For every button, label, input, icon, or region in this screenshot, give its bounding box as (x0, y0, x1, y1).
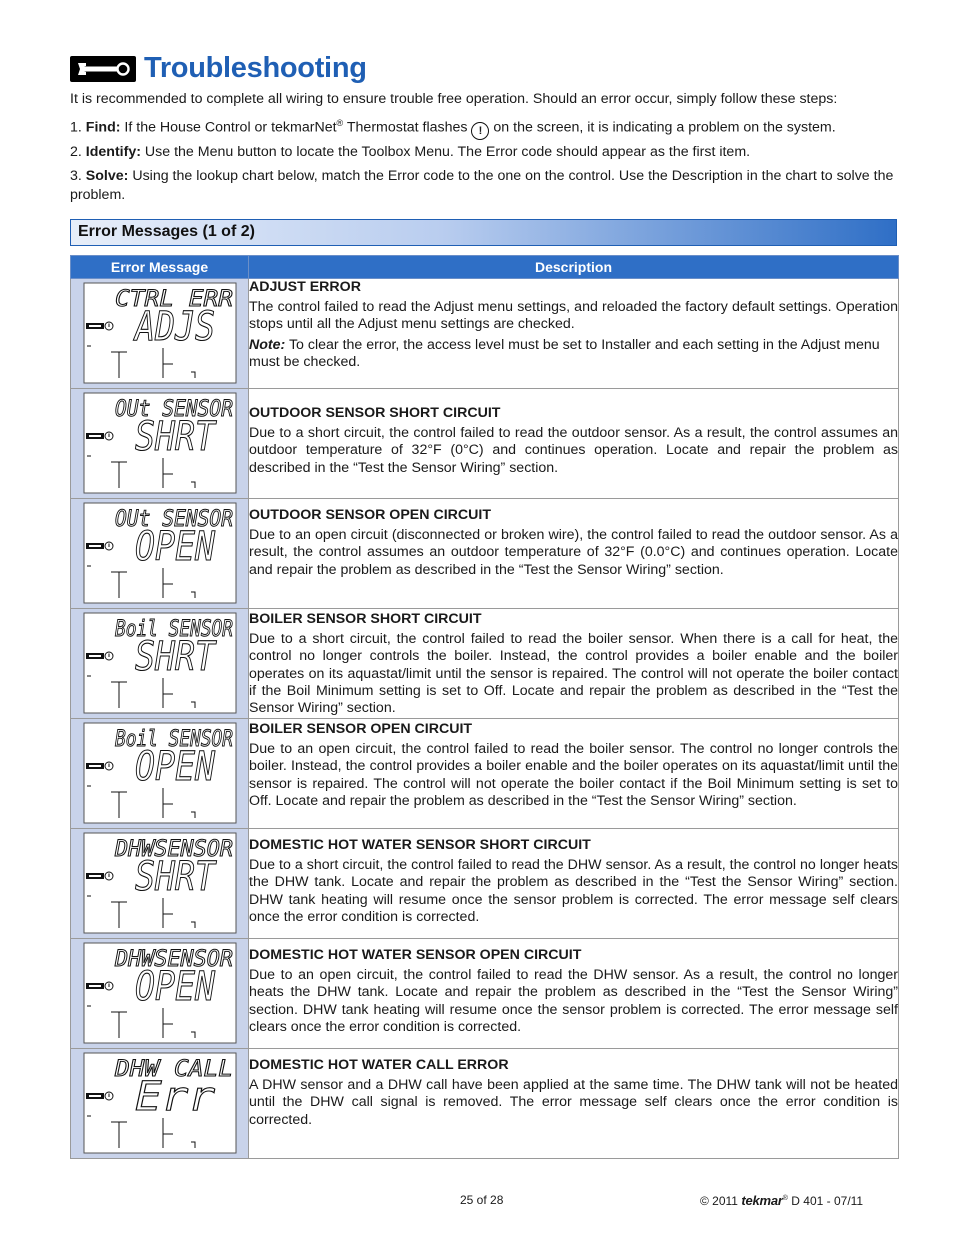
lcd-bottom-text: ADJS (132, 304, 215, 350)
lcd-bottom-text: OPEN (135, 744, 216, 790)
table-row (71, 389, 899, 499)
table-row (71, 499, 899, 609)
error-description: The control failed to read the Adjust menu settings, and reloaded the factory default settings. Operation stops until all the Adjust menu settings are checked. (249, 299, 898, 333)
lcd-bottom-text: SHRT (135, 854, 218, 900)
lcd-top-text: DHWSENSOR (114, 837, 233, 862)
description-cell (249, 829, 899, 939)
error-heading: DOMESTIC HOT WATER CALL ERROR (249, 1057, 509, 1073)
error-message-cell (71, 1049, 249, 1159)
error-heading: DOMESTIC HOT WATER SENSOR OPEN CIRCUIT (249, 947, 582, 963)
lcd-display (83, 722, 237, 824)
lcd-display (83, 502, 237, 604)
description-cell (249, 1049, 899, 1159)
error-description: Due to a short circuit, the control failed to read the outdoor sensor. As a result, the control assumes an outdoor temperature of 32°F (0°C) and continues operation. Locate and repair the problem as described in the “Test the Sensor Wiring” section. (249, 425, 898, 476)
step-find: 1. Find: If the House Control or tekmarNet® Thermostat flashes ! on the screen, it is indicating a problem on the system. (70, 114, 900, 140)
description-cell (249, 279, 899, 389)
error-message-cell (71, 719, 249, 829)
lcd-top-text: DHWSENSOR (114, 947, 233, 972)
error-heading: DOMESTIC HOT WATER SENSOR SHORT CIRCUIT (249, 837, 591, 853)
lcd-display (83, 832, 237, 934)
error-heading: BOILER SENSOR SHORT CIRCUIT (249, 611, 482, 627)
error-description: Due to an open circuit (disconnected or broken wire), the control failed to read the outdoor sensor. As a result, the control assumes an outdoor temperature of 32°F (0.0°C) and continues operation. Locate and repair the problem as described in the “Test the Sensor Wiring” section. (249, 527, 898, 578)
error-message-cell (71, 829, 249, 939)
lcd-display (83, 392, 237, 494)
error-description: Due to a short circuit, the control failed to read the DHW sensor. As a result, the control no longer heats the DHW tank. Locate and repair the problem as described in the “Test the Sensor Wiring” section. DHW tank heating will resume once the sensor problem is corrected. The error message self clears once the error condition is corrected. (249, 857, 898, 925)
column-header-error-message: Error Message (71, 256, 249, 279)
lcd-top-text: DHW CALL (113, 1057, 233, 1082)
description-cell (249, 719, 899, 829)
error-message-cell (71, 499, 249, 609)
intro-lead: It is recommended to complete all wiring to ensure trouble free operation. Should an error occur, simply follow these steps: (70, 91, 838, 107)
error-note: Note: To clear the error, the access level must be set to Installer and each setting in the Adjust menu must be checked. (249, 336, 880, 370)
description-cell (249, 389, 899, 499)
error-heading: ADJUST ERROR (249, 279, 361, 295)
description-cell (249, 499, 899, 609)
error-messages-table (70, 255, 899, 1159)
error-message-cell (71, 939, 249, 1049)
step-solve: 3. Solve: Using the lookup chart below, match the Error code to the one on the control. Use the Description in the chart to solve the problem. (70, 167, 894, 203)
step-identify: 2. Identify: Use the Menu button to locate the Toolbox Menu. The Error code should appear as the first item. (70, 143, 751, 160)
error-description: Due to an open circuit, the control failed to read the DHW sensor. As a result, the control no longer heats the DHW tank. Locate and repair the problem as described in the “Test the Sensor Wiring” section. DHW tank heating will resume once the sensor problem is corrected. The error message self clears once the error condition is corrected. (249, 967, 898, 1035)
lcd-bottom-text: SHRT (135, 634, 218, 680)
error-description: A DHW sensor and a DHW call have been applied at the same time. The DHW tank will not be heated until the DHW call signal is removed. The error message self clears once the error condition is corrected. (249, 1077, 898, 1128)
table-row (71, 829, 899, 939)
lcd-display (83, 282, 237, 384)
warning-circle-icon: ! (471, 122, 489, 140)
section-title: Error Messages (1 of 2) (78, 223, 255, 240)
column-header-description: Description (249, 256, 899, 279)
table-row (71, 939, 899, 1049)
error-heading: BOILER SENSOR OPEN CIRCUIT (249, 721, 473, 737)
description-cell (249, 609, 899, 719)
footer-doc-info: © 2011 tekmar® D 401 - 07/11 (700, 1193, 864, 1208)
lcd-bottom-text: SHRT (135, 414, 218, 460)
table-header-row (71, 256, 899, 279)
error-heading: OUTDOOR SENSOR SHORT CIRCUIT (249, 405, 501, 421)
error-description: Due to a short circuit, the control failed to read the boiler sensor. When there is a call for heat, the control no longer controls the boiler. Instead, the control provides a boiler enable and the boiler operates on its aquastat/limit until the sensor is repaired. The control will not operate the boiler contact if the Boil Minimum setting is set to Off. Locate and repair the problem as described in the “Test the Sensor Wiring” section. (249, 631, 898, 717)
page-header (70, 52, 367, 85)
lcd-display (83, 612, 237, 714)
lcd-top-text: OUt SENSOR (115, 397, 233, 422)
error-description: Due to an open circuit, the control failed to read the boiler sensor. The control no longer controls the boiler. Instead, the control provides a boiler enable and the boiler operates on its aquastat/limit until the sensor is repaired. The control will not operate the boiler contact if the Boil Minimum setting is set to Off. Locate and repair the problem as described in the “Test the Sensor Wiring” section. (249, 741, 898, 809)
description-cell (249, 939, 899, 1049)
error-message-cell (71, 279, 249, 389)
lcd-top-text: Boil SENSOR (115, 617, 233, 642)
lcd-bottom-text: OPEN (135, 524, 216, 570)
lcd-top-text: CTRL ERR (115, 287, 233, 312)
table-row (71, 609, 899, 719)
lcd-top-text: Boil SENSOR (115, 727, 233, 752)
lcd-bottom-text: Err (135, 1074, 215, 1120)
table-row (71, 719, 899, 829)
error-heading: OUTDOOR SENSOR OPEN CIRCUIT (249, 507, 491, 523)
lcd-top-text: OUt SENSOR (115, 507, 233, 532)
intro-section (70, 90, 900, 208)
tekmar-logo: tekmar (741, 1193, 783, 1208)
page-title: Troubleshooting (144, 52, 367, 84)
error-message-cell (71, 389, 249, 499)
section-header-bar (70, 219, 897, 246)
lcd-bottom-text: OPEN (135, 964, 216, 1010)
error-message-cell (71, 609, 249, 719)
page-number: 25 of 28 (460, 1193, 504, 1207)
table-row (71, 1049, 899, 1159)
wrench-icon (70, 56, 136, 82)
lcd-display (83, 1052, 237, 1154)
lcd-display (83, 942, 237, 1044)
table-row (71, 279, 899, 389)
